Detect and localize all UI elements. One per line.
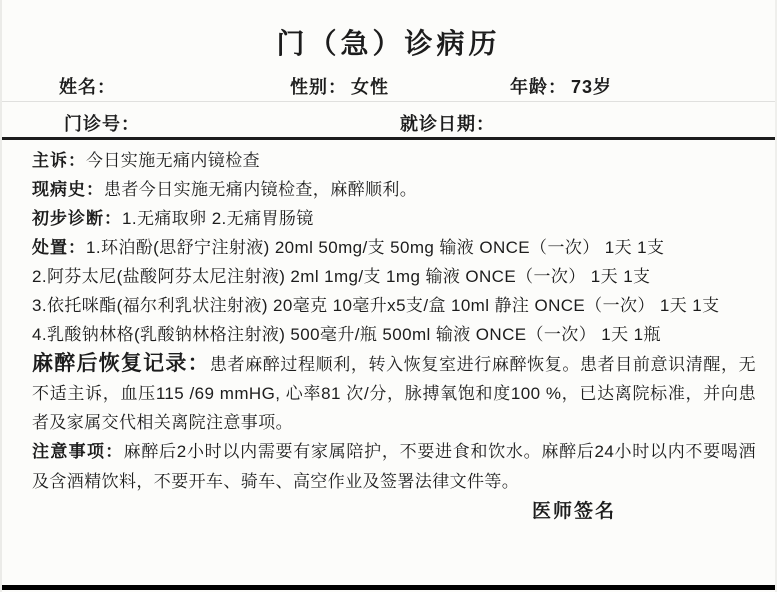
disposition-item: 3.依托咪酯(福尔利乳状注射液) 20毫克 10毫升x5支/盒 10ml 静注 ONCE（一次） 1天 1支 bbox=[32, 296, 720, 315]
disposition-label: 处置： bbox=[32, 238, 86, 257]
page-bottom-border bbox=[2, 585, 777, 590]
disposition-item: 2.阿芬太尼(盐酸阿芬太尼注射液) 2ml 1mg/支 1mg 输液 ONCE（一次） 1天 1支 bbox=[32, 267, 651, 286]
preliminary-diagnosis-row bbox=[32, 204, 756, 233]
chief-complaint-row bbox=[32, 146, 756, 175]
patient-gender-label: 性别： bbox=[290, 77, 347, 97]
patient-name-field bbox=[59, 73, 120, 99]
clinic-number-field bbox=[64, 110, 144, 136]
disposition-item: 1.环泊酚(思舒宁注射液) 20ml 50mg/支 50mg 输液 ONCE（一次） 1天 1支 bbox=[86, 238, 665, 257]
recovery-record-paragraph bbox=[32, 349, 756, 437]
precautions-paragraph bbox=[32, 437, 756, 497]
visit-date-label: 就诊日期： bbox=[400, 114, 495, 134]
record-body bbox=[32, 146, 756, 526]
patient-age-label: 年龄： bbox=[510, 77, 567, 97]
patient-age-value: 73岁 bbox=[571, 77, 613, 97]
present-illness-label: 现病史： bbox=[32, 180, 104, 199]
present-illness-text: 患者今日实施无痛内镜检查，麻醉顺利。 bbox=[104, 180, 418, 199]
patient-age-field bbox=[510, 73, 612, 99]
disposition-row-2 bbox=[32, 262, 756, 291]
doctor-signature-label: 医师签名 bbox=[532, 501, 617, 522]
disposition-item: 4.乳酸钠林格(乳酸钠林格注射液) 500毫升/瓶 500ml 输液 ONCE（一次） 1天 1瓶 bbox=[32, 325, 661, 344]
patient-gender-value: 女性 bbox=[351, 77, 389, 97]
precautions-label: 注意事项： bbox=[32, 442, 124, 461]
recovery-record-text: 患者麻醉过程顺利，转入恢复室进行麻醉恢复。患者目前意识清醒，无不适主诉，血压115 /69 mmHG, 心率81 次/分，脉搏氧饱和度100 %，已达离院标准，并向患者及家属交代相关离院注意事项。 bbox=[32, 355, 756, 432]
precautions-text: 麻醉后2小时以内需要有家属陪护，不要进食和饮水。麻醉后24小时以内不要喝酒及含酒精饮料，不要开车、骑车、高空作业及签署法律文件等。 bbox=[32, 442, 756, 491]
patient-name-label: 姓名： bbox=[59, 77, 116, 97]
header-thick-divider bbox=[2, 137, 777, 140]
header-thin-divider bbox=[2, 101, 777, 102]
chief-complaint-text: 今日实施无痛内镜检查 bbox=[86, 151, 260, 170]
disposition-row-4 bbox=[32, 320, 756, 349]
patient-gender-field bbox=[290, 73, 389, 99]
clinic-number-label: 门诊号： bbox=[64, 114, 140, 134]
disposition-row-1 bbox=[32, 233, 756, 262]
preliminary-diagnosis-label: 初步诊断： bbox=[32, 209, 122, 228]
visit-date-field bbox=[400, 110, 499, 136]
preliminary-diagnosis-text: 1.无痛取卵 2.无痛胃肠镜 bbox=[122, 209, 314, 228]
recovery-record-label: 麻醉后恢复记录： bbox=[32, 352, 210, 375]
disposition-row-3 bbox=[32, 291, 756, 320]
page-title: 门（急）诊病历 bbox=[276, 28, 501, 59]
present-illness-row bbox=[32, 175, 756, 204]
chief-complaint-label: 主诉： bbox=[32, 151, 86, 170]
